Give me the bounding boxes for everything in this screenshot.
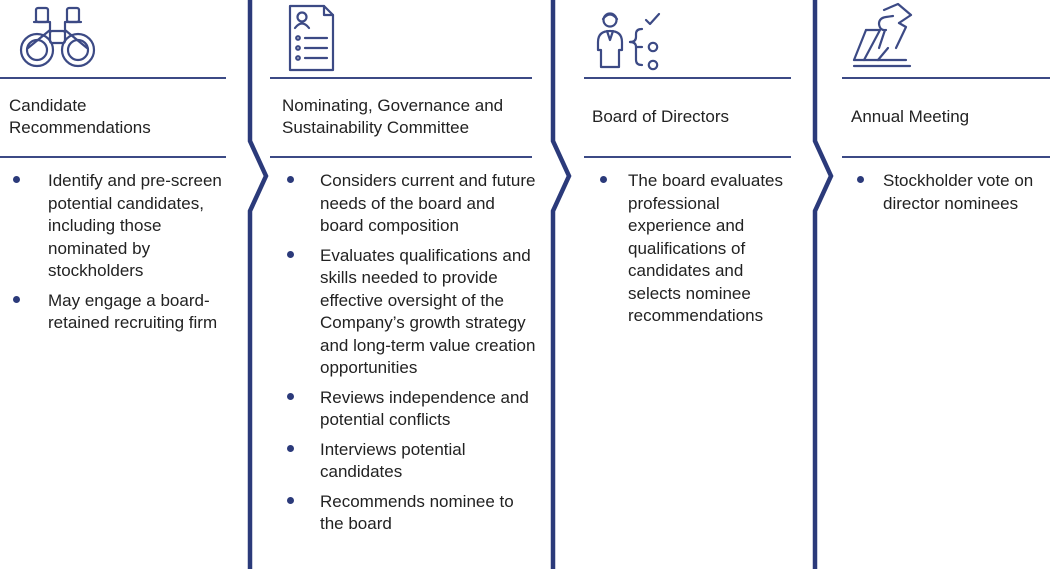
stage-title-text: Board of Directors [592,106,729,126]
stage-title [851,79,1051,155]
binoculars-icon [10,0,104,76]
person-checklist-icon [590,0,670,76]
header-rule-bottom [584,156,791,158]
stage-nominating-committee [262,0,547,569]
bullet-text: Reviews independence and potential conflicts [320,387,529,429]
header-rule-bottom [842,156,1050,158]
list-item [282,170,542,238]
bullet-dot-icon [287,251,294,258]
list-item [10,290,230,335]
stage-title-text: Annual Meeting [851,106,970,126]
stage-board-of-directors [566,0,806,569]
bullet-dot-icon [13,296,20,303]
header-rule-bottom [270,156,532,158]
stage-bullet-list [852,170,1052,222]
stage-bullet-list [10,170,230,342]
list-item [282,491,542,536]
bullet-dot-icon [287,445,294,452]
stage-title [282,79,532,155]
bullet-text: Stockholder vote on director nominees [883,171,1034,213]
bullet-text: Evaluates qualifications and skills needed to provide effective oversight of the Company’s growth strategy and long-term value creation opportunities [320,245,536,377]
stage-bullet-list [282,170,542,543]
chevron-separator-3 [815,0,831,569]
list-item [282,245,542,380]
list-item [282,387,542,432]
bullet-text: Interviews potential candidates [320,439,466,481]
stage-title-text: Nominating, Governance and Sustainability Committee [282,95,504,137]
stage-title [9,79,209,155]
bullet-text: Recommends nominee to the board [320,491,514,533]
bullet-dot-icon [600,176,607,183]
bullet-dot-icon [857,176,864,183]
bullet-dot-icon [13,176,20,183]
stage-bullet-list [594,170,804,335]
list-item [282,439,542,484]
list-item [594,170,804,328]
bullet-dot-icon [287,393,294,400]
bullet-text: May engage a board-retained recruiting firm [48,290,218,332]
list-item [852,170,1052,215]
list-item [10,170,230,283]
bullet-text: The board evaluates professional experience and qualifications of candidates and selects nominee recommendations [628,171,783,325]
ballot-box-icon [850,0,920,76]
stage-annual-meeting [830,0,1054,569]
bullet-dot-icon [287,176,294,183]
stage-candidate-recommendations [0,0,240,569]
bullet-text: Considers current and future needs of the board and board composition [320,171,536,235]
stage-title-text: Candidate Recommendations [9,95,151,137]
clipboard-checklist-icon [286,0,338,76]
bullet-text: Identify and pre-screen potential candidates, including those nominated by stockholders [48,171,222,280]
header-rule-bottom [0,156,226,158]
stage-title [592,79,792,155]
bullet-dot-icon [287,497,294,504]
